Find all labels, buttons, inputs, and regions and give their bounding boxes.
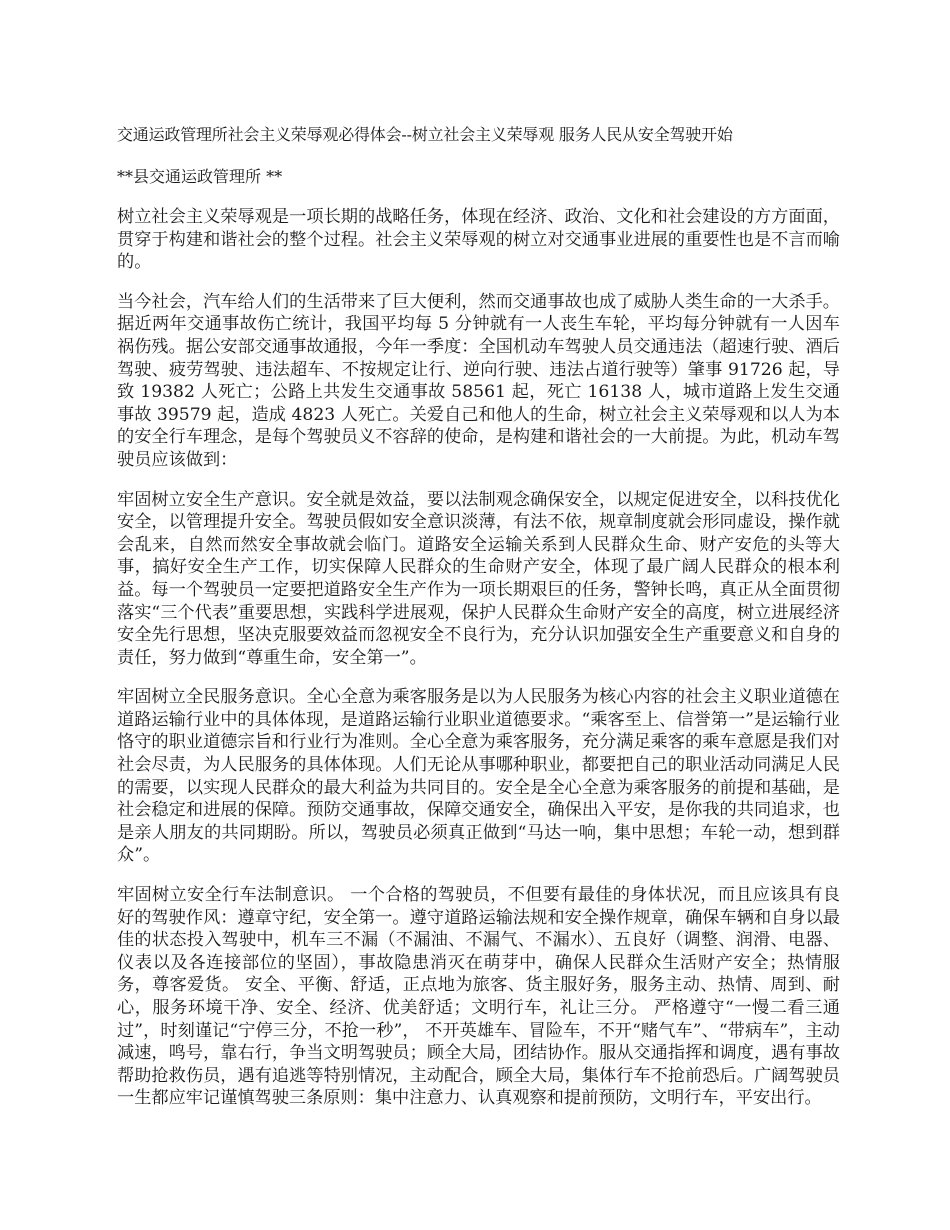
- document-organization: **县交通运政管理所 **: [117, 167, 283, 186]
- document-page: [117, 122, 840, 1127]
- paragraph-service-awareness: 牢固树立全民服务意识。全心全意为乘客服务是以为人民服务为核心内容的社会主义职业道德在道路运输行业中的具体体现，是道路运输行业职业道德要求。“乘客至上、信誉第一”是运输行业恪守的职业道德宗旨和行业行为准则。全心全意为乘客服务，充分满足乘客的乘车意愿是我们对社会尽责，为人民服务的具体体现。人们无论从事哪种职业，都要把自己的职业活动同满足人民的需要，以实现人民群众的最大利益为共同目的。安全是全心全意为乘客服务的前提和基础，是社会稳定和进展的保障。预防交通事故，保障交通安全，确保出入平安，是你我的共同追求，也是亲人朋友的共同期盼。所以，驾驶员必须真正做到“马达一响，集中思想；车轮一动，想到群众”。: [117, 687, 840, 866]
- paragraph-safety-awareness: 牢固树立安全生产意识。安全就是效益，要以法制观念确保安全，以规定促进安全，以科技优化安全，以管理提升安全。驾驶员假如安全意识淡薄，有法不依，规章制度就会形同虚设，操作就会乱来，自然而然安全事故就会临门。道路安全运输关系到人民群众生命、财产安危的头等大事，搞好安全生产工作，切实保障人民群众的生命财产安全，体现了最广阔人民群众的根本利益。每一个驾驶员一定要把道路安全生产作为一项长期艰巨的任务，警钟长鸣，真正从全面贯彻落实“三个代表”重要思想，实践科学进展观，保护人民群众生命财产安全的高度，树立进展经济安全先行思想，坚决克服要效益而忽视安全不良行为，充分认识加强安全生产重要意义和自身的责任，努力做到“尊重生命，安全第一”。: [117, 489, 840, 668]
- document-title: 交通运政管理所社会主义荣辱观必得体会--树立社会主义荣辱观 服务人民从安全驾驶开始: [117, 125, 733, 144]
- paragraph-accident-statistics: 当今社会，汽车给人们的生活带来了巨大便利，然而交通事故也成了威胁人类生命的一大杀手。据近两年交通事故伤亡统计，我国平均每 5 分钟就有一人丧生车轮，平均每分钟就有一人因车祸伤残。据公安部交通事故通报，今年一季度：全国机动车驾驶人员交通违法（超速行驶、酒后驾驶、疲劳驾驶、违法超车、不按规定让行、逆向行驶、违法占道行驶等）肇事 91726 起，导致 19382 人死亡；公路上共发生交通事故 58561 起，死亡 16138 人，城市道路上发生交通事故 39579 起，造成 4823 人死亡。关爱自己和他人的生命，树立社会主义荣辱观和以人为本的安全行车理念，是每个驾驶员义不容辞的使命，是构建和谐社会的一大前提。为此，机动车驾驶员应该做到：: [117, 291, 840, 470]
- paragraph-legal-awareness: 牢固树立安全行车法制意识。 一个合格的驾驶员，不但要有最佳的身体状况，而且应该具有良好的驾驶作风：遵章守纪，安全第一。遵守道路运输法规和安全操作规章，确保车辆和自身以最佳的状态投入驾驶中，机车三不漏（不漏油、不漏气、不漏水）、五良好（调整、润滑、电器、仪表以及各连接部位的坚固），事故隐患消灭在萌芽中，确保人民群众生活财产安全；热情服务，尊客爱货。 安全、平衡、舒适，正点地为旅客、货主服好务，服务主动、热情、周到、耐心，服务环境干净、安全、经济、优美舒适；文明行车，礼让三分。 严格遵守“一慢二看三通过”，时刻谨记“宁停三分，不抢一秒”， 不开英雄车、冒险车，不开“赌气车”、“带病车”，主动减速，鸣号，靠右行，争当文明驾驶员；顾全大局，团结协作。服从交通指挥和调度，遇有事故帮助抢救伤员，遇有追逃等特别情况，主动配合，顾全大局，集体行车不抢前恐后。广阔驾驶员一生都应牢记谨慎驾驶三条原则：集中注意力、认真观察和提前预防，文明行车，平安出行。: [117, 885, 840, 1109]
- paragraph-intro: 树立社会主义荣辱观是一项长期的战略任务，体现在经济、政治、文化和社会建设的方方面面，贯穿于构建和谐社会的整个过程。社会主义荣辱观的树立对交通事业进展的重要性也是不言而喻的。: [117, 207, 840, 273]
